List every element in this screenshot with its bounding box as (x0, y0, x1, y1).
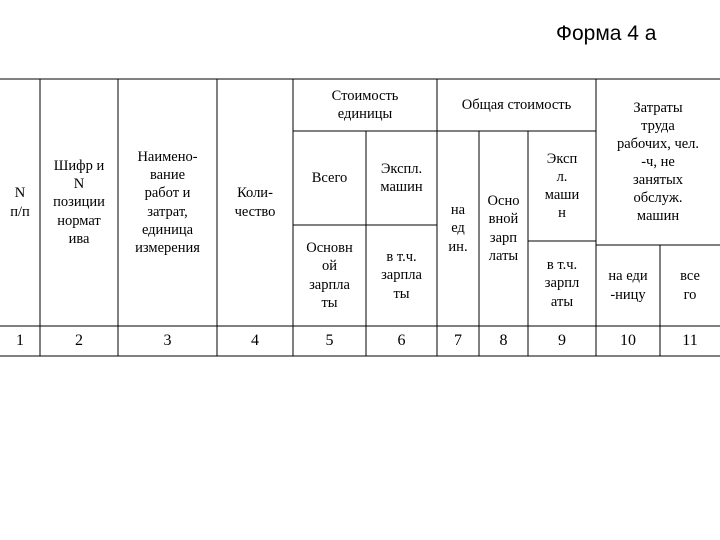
header-unit-basic-wage: Основн ой зарпла ты (306, 240, 353, 311)
column-number: 4 (251, 332, 259, 349)
header-total-machine: Эксп л. маши н (544, 150, 580, 222)
header-unit-machine: Экспл. машин (380, 160, 423, 195)
column-number: 2 (75, 332, 83, 349)
header-unit-incl-wage: в т.ч. зарпла ты (381, 249, 422, 302)
header-total-per-unit: на ед ин. (448, 202, 468, 255)
column-number: 5 (325, 332, 334, 349)
header-work-name: Наимено- вание работ и затрат, единица измерения (135, 149, 200, 256)
header-norm-code: Шифр и N позиции нормат ива (53, 158, 105, 247)
column-number: 9 (558, 332, 566, 349)
header-quantity: Коли- чество (234, 185, 276, 220)
column-number: 3 (163, 332, 172, 349)
column-number: 11 (682, 332, 698, 349)
header-unit-cost: Стоимость единицы (331, 87, 399, 122)
header-labor-per-unit: на еди -ницу (608, 268, 648, 303)
form-title: Форма 4 а (556, 22, 657, 45)
column-number: 10 (620, 332, 636, 349)
header-unit-total: Всего (311, 169, 348, 186)
column-number: 6 (397, 332, 406, 349)
header-labor-total: все го (680, 268, 700, 303)
column-number: 8 (499, 332, 508, 349)
header-total-incl-wage: в т.ч. зарпл аты (544, 257, 580, 310)
header-total-basic-wage: Осно вной зарп латы (487, 193, 520, 264)
header-row-number: N п/п (10, 185, 30, 220)
column-number: 7 (454, 332, 462, 349)
header-total-cost: Общая стоимость (461, 96, 572, 113)
column-number: 1 (16, 332, 24, 349)
header-labor: Затраты труда рабочих, чел. -ч, не занятых обслуж. машин (616, 99, 700, 225)
